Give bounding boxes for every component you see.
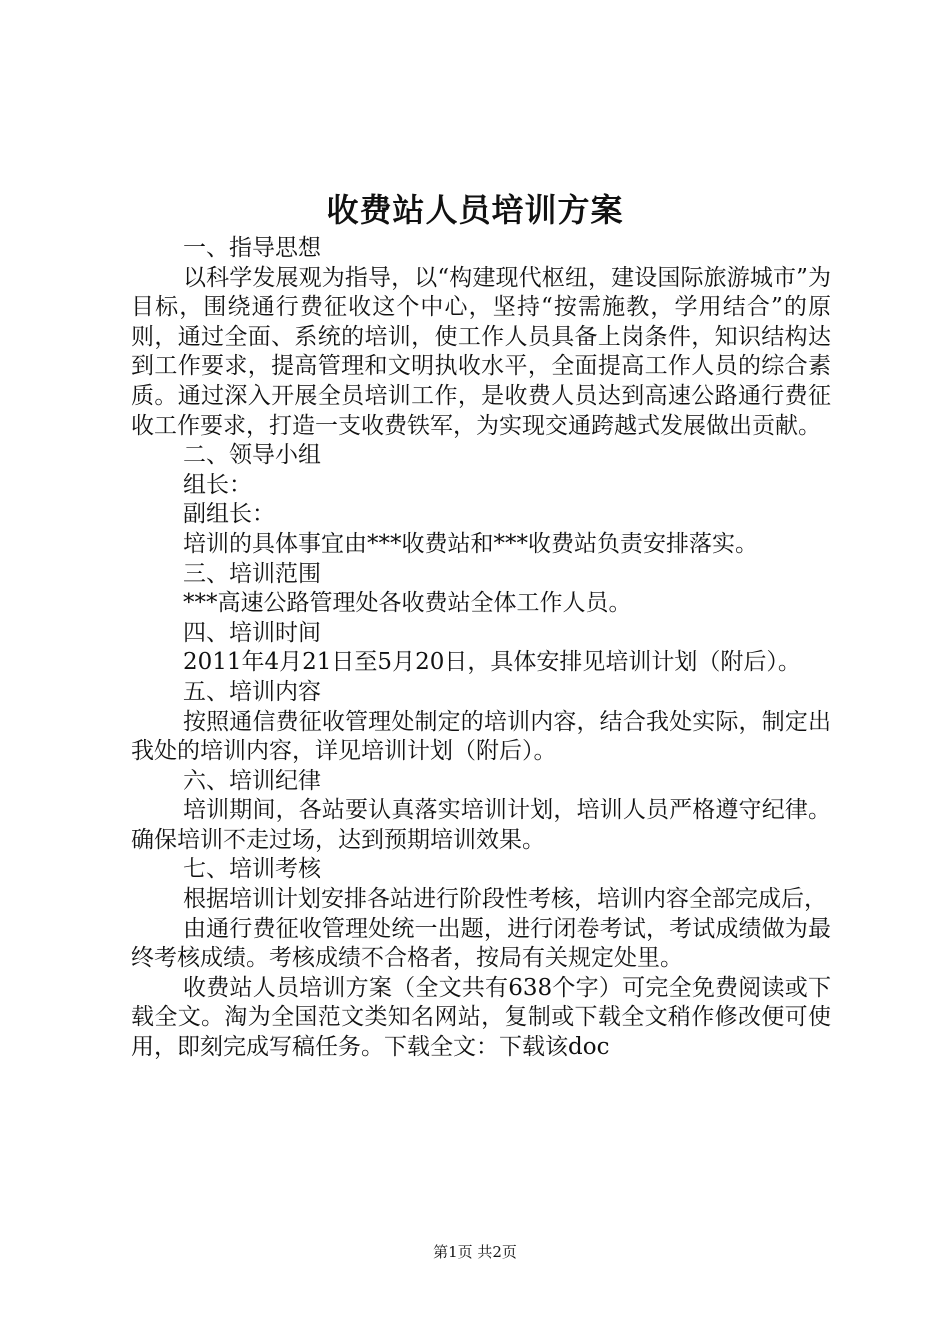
paragraph: 以科学发展观为指导，以“构建现代枢纽，建设国际旅游城市”为目标，围绕通行费征收这个中心，坚持“按需施教，学用结合”的原则，通过全面、系统的培训，使工作人员具备上岗条件，知识结构达到工作要求，提高管理和文明执收水平，全面提高工作人员的综合素质。通过深入开展全员培训工作，是收费人员达到高速公路通行费征收工作要求，打造一支收费铁军，为实现交通跨越式发展做出贡献。 (131, 264, 831, 439)
page-footer: 第1页 共2页 (433, 1243, 517, 1261)
page-title: 收费站人员培训方案 (326, 191, 624, 229)
document-body (131, 234, 831, 1063)
section-heading: 四、培训时间 (183, 619, 321, 646)
paragraph: 组长： (183, 471, 252, 498)
paragraph: 按照通信费征收管理处制定的培训内容，结合我处实际，制定出我处的培训内容，详见培训计划（附后）。 (131, 708, 831, 765)
paragraph: 2011年4月21日至5月20日，具体安排见培训计划（附后）。 (183, 649, 801, 676)
paragraph: 由通行费征收管理处统一出题，进行闭卷考试，考试成绩做为最终考核成绩。考核成绩不合格者，按局有关规定处里。 (131, 915, 831, 972)
paragraph: 培训期间，各站要认真落实培训计划，培训人员严格遵守纪律。确保培训不走过场，达到预期培训效果。 (131, 797, 831, 853)
section-heading: 二、领导小组 (183, 442, 321, 469)
section-heading: 一、指导思想 (183, 235, 321, 261)
paragraph: ***高速公路管理处各收费站全体工作人员。 (183, 590, 632, 617)
section-heading: 五、培训内容 (183, 678, 321, 705)
section-heading: 六、培训纪律 (183, 767, 321, 794)
section-heading: 三、培训范围 (183, 560, 321, 587)
paragraph: 收费站人员培训方案（全文共有638个字）可完全免费阅读或下载全文。淘为全国范文类知名网站，复制或下载全文稍作修改便可使用，即刻完成写稿任务。下载全文：下载该doc (131, 974, 831, 1061)
paragraph: 培训的具体事宜由***收费站和***收费站负责安排落实。 (183, 530, 758, 557)
section-heading: 七、培训考核 (183, 856, 321, 883)
paragraph: 根据培训计划安排各站进行阶段性考核，培训内容全部完成后， (183, 886, 827, 913)
paragraph: 副组长： (183, 501, 275, 528)
